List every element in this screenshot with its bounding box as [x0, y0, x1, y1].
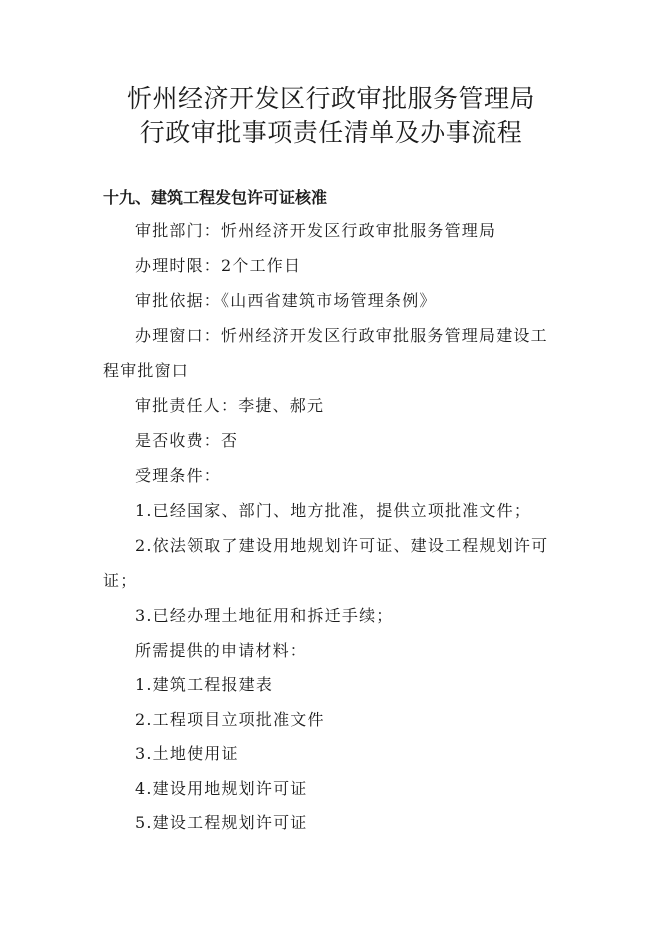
required-materials-label: 所需提供的申请材料： — [135, 641, 308, 660]
processing-time-limit: 办理时限：2个工作日 — [135, 256, 302, 275]
acceptance-conditions-label: 受理条件： — [135, 466, 222, 485]
approval-department: 审批部门：忻州经济开发区行政审批服务管理局 — [135, 221, 497, 240]
condition-item-3: 3.已经办理土地征用和拆迁手续； — [135, 606, 394, 625]
material-item-4: 4.建设用地规划许可证 — [135, 779, 308, 798]
material-item-5: 5.建设工程规划许可证 — [135, 813, 308, 832]
condition-item-2: 2.依法领取了建设用地规划许可证、建设工程规划许可 — [135, 536, 549, 555]
fee-status: 是否收费：否 — [135, 431, 239, 450]
service-window: 办理窗口：忻州经济开发区行政审批服务管理局建设工 — [135, 326, 548, 345]
condition-item-1: 1.已经国家、部门、地方批准，提供立项批准文件； — [135, 501, 532, 520]
approval-basis: 审批依据：《山西省建筑市场管理条例》 — [135, 291, 437, 310]
service-window-continued: 程审批窗口 — [103, 361, 190, 380]
material-item-3: 3.土地使用证 — [135, 744, 239, 763]
responsible-persons: 审批责任人：李捷、郝元 — [135, 396, 325, 415]
condition-item-2-continued: 证； — [103, 571, 138, 590]
document-title-line-2: 行政审批事项责任清单及办事流程 — [139, 118, 523, 147]
document-title-line-1: 忻州经济开发区行政审批服务管理局 — [126, 84, 535, 113]
material-item-1: 1.建筑工程报建表 — [135, 675, 274, 694]
material-item-2: 2.工程项目立项批准文件 — [135, 710, 325, 729]
section-heading: 十九、建筑工程发包许可证核准 — [103, 188, 328, 207]
